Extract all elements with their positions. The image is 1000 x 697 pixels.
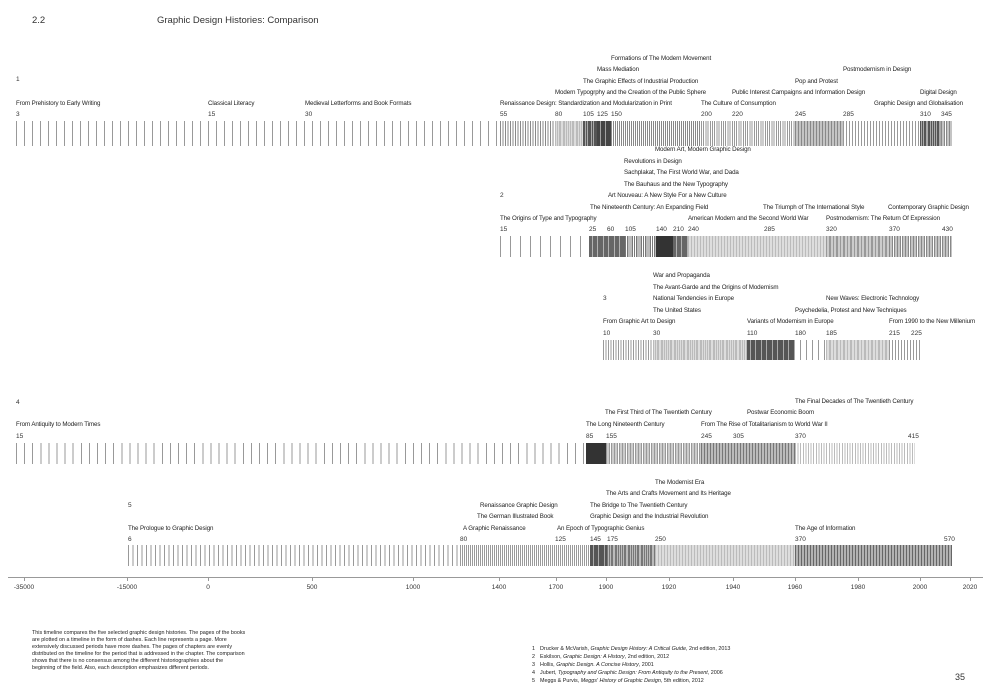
page-number: 30 [653, 330, 661, 337]
dash-segment [500, 121, 555, 146]
chapter-label: Sachplakat, The First World War, and Dada [624, 169, 739, 176]
page-number: 15 [500, 226, 508, 233]
dash-segment [607, 545, 655, 566]
page-number: 415 [908, 433, 919, 440]
dash-segment [589, 236, 625, 257]
page-number: 570 [944, 536, 955, 543]
dash-segment [941, 121, 952, 146]
chapter-label: The Modernist Era [655, 479, 705, 486]
page-number: 30 [305, 111, 313, 118]
row-number: 5 [128, 502, 132, 509]
chapter-label: The Avant-Garde and the Origins of Modernism [653, 284, 779, 291]
dash-segment [889, 340, 920, 360]
axis-tick-label: 1960 [787, 584, 803, 591]
page-number: 180 [795, 330, 806, 337]
dash-segment [800, 340, 826, 360]
chapter-label: Digital Design [920, 89, 957, 96]
dash-segment [16, 443, 586, 464]
reference-item: 2 Eskilson, Graphic Design: A History, 2nd edition, 2012 [532, 654, 670, 660]
chapter-label: From Antiquity to Modern Times [16, 421, 101, 428]
page-number: 215 [889, 330, 900, 337]
dash-segment [583, 121, 597, 146]
page-number: 140 [656, 226, 667, 233]
page-number: 10 [603, 330, 611, 337]
page-number: 430 [942, 226, 953, 233]
page-title: Graphic Design Histories: Comparison [157, 15, 319, 26]
axis-tick [208, 577, 209, 581]
chapter-label: Pop and Protest [795, 78, 838, 85]
description-paragraph: This timeline compares the five selected graphic design histories. The pages of the books are plotted on a timeline in the form of dashes. Each line represents a page. More extensively discussed periods have more dashes. The pages of chapters are evenly distributed on the timeline for the period that is addressed in the chapter. The comparison shows that there is no consensus among the different historiographies about the beginning of the field. Also, each description emphasizes different periods. [32, 630, 246, 671]
dash-segment [747, 340, 795, 360]
dash-segment [701, 443, 795, 464]
axis-tick [669, 577, 670, 581]
chapter-label: Modern Art, Modern Graphic Design [655, 146, 751, 153]
axis-tick [970, 577, 971, 581]
chapter-label: The Triumph of The International Style [763, 204, 865, 211]
page-number: 80 [460, 536, 468, 543]
axis-tick-label: 1000 [405, 584, 421, 591]
page-number: 320 [826, 226, 837, 233]
chapter-label: An Epoch of Typographic Genius [557, 525, 645, 532]
dash-segment [701, 121, 795, 146]
dash-segment [843, 121, 920, 146]
dash-segment [795, 121, 843, 146]
dash-segment [653, 340, 747, 360]
page-number: 125 [597, 111, 608, 118]
chapter-label: Graphic Design and the Industrial Revolution [590, 513, 709, 520]
page-number: 225 [911, 330, 922, 337]
page-number: 145 [590, 536, 601, 543]
chapter-label: From Prehistory to Early Writing [16, 100, 101, 107]
chapter-label: The Nineteenth Century: An Expanding Field [590, 204, 709, 211]
page-number: 105 [625, 226, 636, 233]
dash-segment [655, 545, 795, 566]
axis-tick-label: 1900 [598, 584, 614, 591]
dash-segment [597, 121, 611, 146]
page-number: 220 [732, 111, 743, 118]
reference-item: 4 Jubert, Typography and Graphic Design: From Antiquity to the Present, 2006 [532, 670, 723, 676]
axis-tick [312, 577, 313, 581]
chapter-label: Modern Typogrphy and the Creation of the Public Sphere [555, 89, 706, 96]
chapter-label: War and Propaganda [653, 272, 710, 279]
page-number: 85 [586, 433, 594, 440]
page-number: 210 [673, 226, 684, 233]
page-number: 3 [16, 111, 20, 118]
axis-tick-label: 1400 [491, 584, 507, 591]
reference-item: 1 Drucker & McVarish, Graphic Design History: A Critical Guide, 2nd edition, 2013 [532, 646, 731, 652]
page-number: 200 [701, 111, 712, 118]
dash-segment [688, 236, 826, 257]
chapter-label: The First Third of The Twentieth Century [605, 409, 712, 416]
dash-segment [795, 443, 915, 464]
dash-segment [611, 121, 701, 146]
page-number-footer: 35 [955, 672, 966, 682]
chapter-label: The Bridge to The Twentieth Century [590, 502, 688, 509]
section-number: 2.2 [32, 15, 46, 26]
axis-tick-label: 2000 [912, 584, 928, 591]
chapter-label: Mass Mediation [597, 66, 639, 73]
page-number: 25 [589, 226, 597, 233]
chapter-label: The Culture of Consumption [701, 100, 776, 107]
page-number: 185 [826, 330, 837, 337]
axis-tick [606, 577, 607, 581]
dash-segment [920, 121, 941, 146]
dash-segment [625, 236, 656, 257]
chapter-label: Variants of Modernism in Europe [747, 318, 834, 325]
chapter-label: The German Illustrated Book [477, 513, 554, 520]
page-number: 285 [764, 226, 775, 233]
axis-tick [499, 577, 500, 581]
page-number: 175 [607, 536, 618, 543]
axis-tick [556, 577, 557, 581]
dash-segment [555, 121, 583, 146]
chapter-label: Revolutions in Design [624, 158, 682, 165]
reference-item: 3 Hollis, Graphic Design. A Concise History, 2001 [532, 662, 654, 668]
page-number: 55 [500, 111, 508, 118]
page-number: 285 [843, 111, 854, 118]
axis-tick [413, 577, 414, 581]
chapter-label: Renaissance Design: Standardization and Modularization in Print [500, 100, 672, 107]
axis-tick-label: 500 [306, 584, 318, 591]
row-number: 2 [500, 192, 504, 199]
chapter-label: Classical Literacy [208, 100, 255, 107]
chapter-label: The Graphic Effects of Industrial Production [583, 78, 699, 85]
axis-tick [920, 577, 921, 581]
axis-tick-label: -35000 [13, 584, 35, 591]
chapter-label: From Graphic Art to Design [603, 318, 676, 325]
axis-tick-label: 1980 [850, 584, 866, 591]
axis-tick [733, 577, 734, 581]
axis-tick [24, 577, 25, 581]
dash-segment [128, 545, 460, 566]
chapter-label: From 1990 to the New Millenium [889, 318, 976, 325]
axis-tick [795, 577, 796, 581]
chapter-label: National Tendencies in Europe [653, 295, 734, 302]
chapter-label: The Bauhaus and the New Typography [624, 181, 728, 188]
axis-tick-label: 2020 [962, 584, 978, 591]
chapter-label: Postmodernism: The Return Of Expression [826, 215, 940, 222]
chapter-label: Formations of The Modern Movement [611, 55, 712, 62]
chapter-label: The Origins of Type and Typography [500, 215, 597, 222]
chapter-label: The Final Decades of The Twentieth Century [795, 398, 914, 405]
axis-line [8, 577, 983, 578]
chapter-label: Renaissance Graphic Design [480, 502, 558, 509]
axis-tick-label: 1940 [725, 584, 741, 591]
axis-tick-label: 1700 [548, 584, 564, 591]
page-number: 105 [583, 111, 594, 118]
chapter-label: The Prologue to Graphic Design [128, 525, 214, 532]
chapter-label: The United States [653, 307, 701, 314]
chapter-label: Postmodernism in Design [843, 66, 912, 73]
dash-segment [460, 545, 590, 566]
axis-tick-label: 1920 [661, 584, 677, 591]
page-number: 110 [747, 330, 758, 337]
chapter-label: Medieval Letterforms and Book Formats [305, 100, 412, 107]
chapter-label: Psychedelia, Protest and New Techniques [795, 307, 907, 314]
dash-segment [826, 340, 889, 360]
page-number: 60 [607, 226, 615, 233]
chapter-label: Art Nouveau: A New Style For a New Culture [608, 192, 727, 199]
chapter-label: From The Rise of Totalitarianism to World War II [701, 421, 828, 428]
page-number: 240 [688, 226, 699, 233]
row-number: 1 [16, 76, 20, 83]
dash-segment [889, 236, 952, 257]
chapter-label: A Graphic Renaissance [463, 525, 526, 532]
dash-segment [795, 545, 952, 566]
axis-tick [127, 577, 128, 581]
page-number: 155 [606, 433, 617, 440]
page-number: 345 [941, 111, 952, 118]
dash-segment [603, 340, 653, 360]
page-number: 305 [733, 433, 744, 440]
page-number: 80 [555, 111, 563, 118]
dash-segment [586, 443, 606, 464]
chapter-label: Contemporary Graphic Design [888, 204, 969, 211]
page-number: 370 [795, 433, 806, 440]
axis-tick [858, 577, 859, 581]
chapter-label: Public Interest Campaigns and Information Design [732, 89, 866, 96]
page-number: 245 [795, 111, 806, 118]
chapter-label: The Long Nineteenth Century [586, 421, 665, 428]
dash-segment [500, 236, 589, 257]
page-number: 370 [795, 536, 806, 543]
chapter-label: The Arts and Crafts Movement and Its Heritage [606, 490, 731, 497]
dash-segment [590, 545, 607, 566]
dash-segment [16, 121, 500, 146]
page-number: 15 [208, 111, 216, 118]
reference-item: 5 Meggs & Purvis, Meggs' History of Graphic Design, 5th edition, 2012 [532, 678, 704, 684]
chapter-label: The Age of Information [795, 525, 856, 532]
row-number: 3 [603, 295, 607, 302]
page-number: 15 [16, 433, 24, 440]
row-number: 4 [16, 399, 20, 406]
dash-segment [606, 443, 701, 464]
page-number: 370 [889, 226, 900, 233]
dash-segment [826, 236, 889, 257]
dash-segment [656, 236, 673, 257]
page-number: 125 [555, 536, 566, 543]
chapter-label: Postwar Economic Boom [747, 409, 815, 416]
axis-tick-label: -15000 [116, 584, 138, 591]
page-number: 250 [655, 536, 666, 543]
chapter-label: Graphic Design and Globalisation [874, 100, 963, 107]
page-number: 150 [611, 111, 622, 118]
axis-tick-label: 0 [206, 584, 210, 591]
page-number: 245 [701, 433, 712, 440]
chapter-label: New Waves: Electronic Technology [826, 295, 920, 302]
page-number: 6 [128, 536, 132, 543]
page-number: 310 [920, 111, 931, 118]
dash-segment [673, 236, 688, 257]
chapter-label: American Modern and the Second World War [688, 215, 809, 222]
